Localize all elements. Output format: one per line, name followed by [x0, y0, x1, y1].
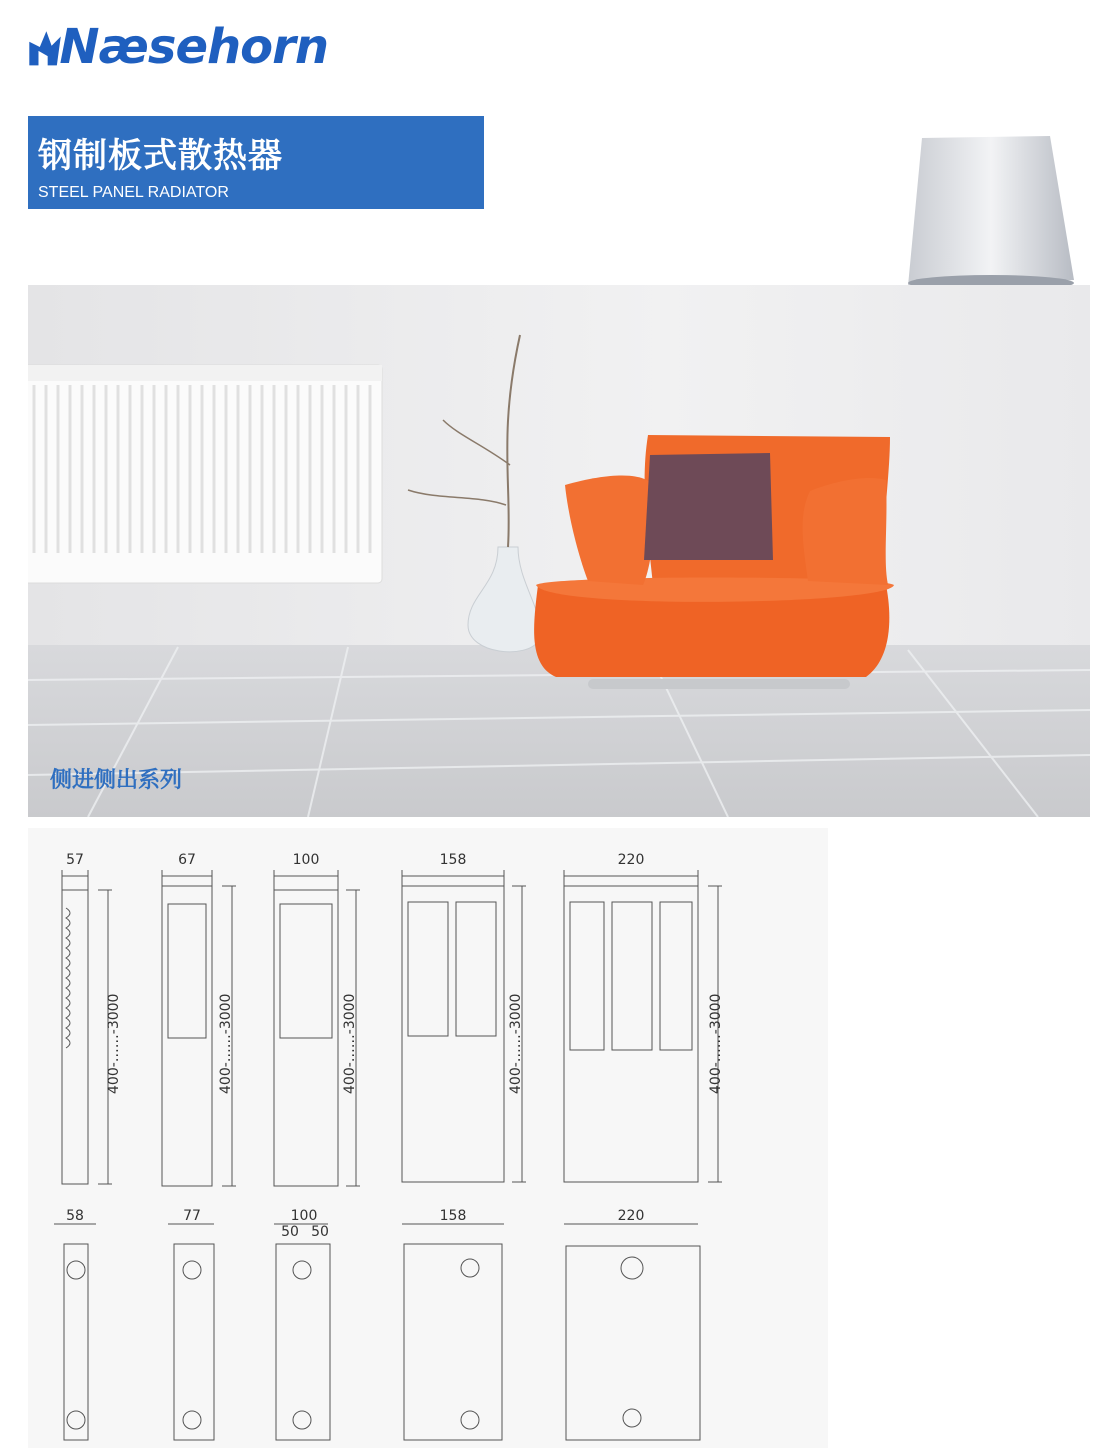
side-width-4: 158	[439, 852, 467, 868]
height-range-4: 400-……-3000	[508, 993, 524, 1094]
top-width-2: 77	[183, 1208, 201, 1224]
top-width-3: 100	[290, 1208, 318, 1224]
technical-drawings	[28, 828, 828, 1448]
page-subtitle: STEEL PANEL RADIATOR	[38, 184, 229, 201]
top-width-4: 158	[439, 1208, 467, 1224]
series-label: 侧进侧出系列	[50, 768, 183, 793]
brand-logo	[28, 12, 328, 82]
sub-dim-2: 50	[311, 1224, 329, 1240]
height-range-1: 400-……-3000	[106, 993, 122, 1094]
hero-image	[28, 285, 1090, 817]
radiator-illustration	[28, 365, 382, 583]
height-range-2: 400-……-3000	[218, 993, 234, 1094]
dimension-drawings	[28, 828, 828, 1448]
side-width-5: 220	[617, 852, 645, 868]
top-width-5: 220	[617, 1208, 645, 1224]
sub-dim-1: 50	[281, 1224, 299, 1240]
title-banner	[28, 116, 484, 209]
side-width-3: 100	[292, 852, 320, 868]
side-width-2: 67	[178, 852, 196, 868]
height-range-5: 400-……-3000	[708, 993, 724, 1094]
living-room-scene	[28, 285, 1090, 817]
rhino-horn-icon	[28, 17, 63, 77]
height-range-3: 400-……-3000	[342, 993, 358, 1094]
brand-name: Næsehorn	[59, 19, 328, 75]
page-title: 钢制板式散热器	[38, 136, 283, 176]
top-width-1: 58	[66, 1208, 84, 1224]
side-width-1: 57	[66, 852, 84, 868]
